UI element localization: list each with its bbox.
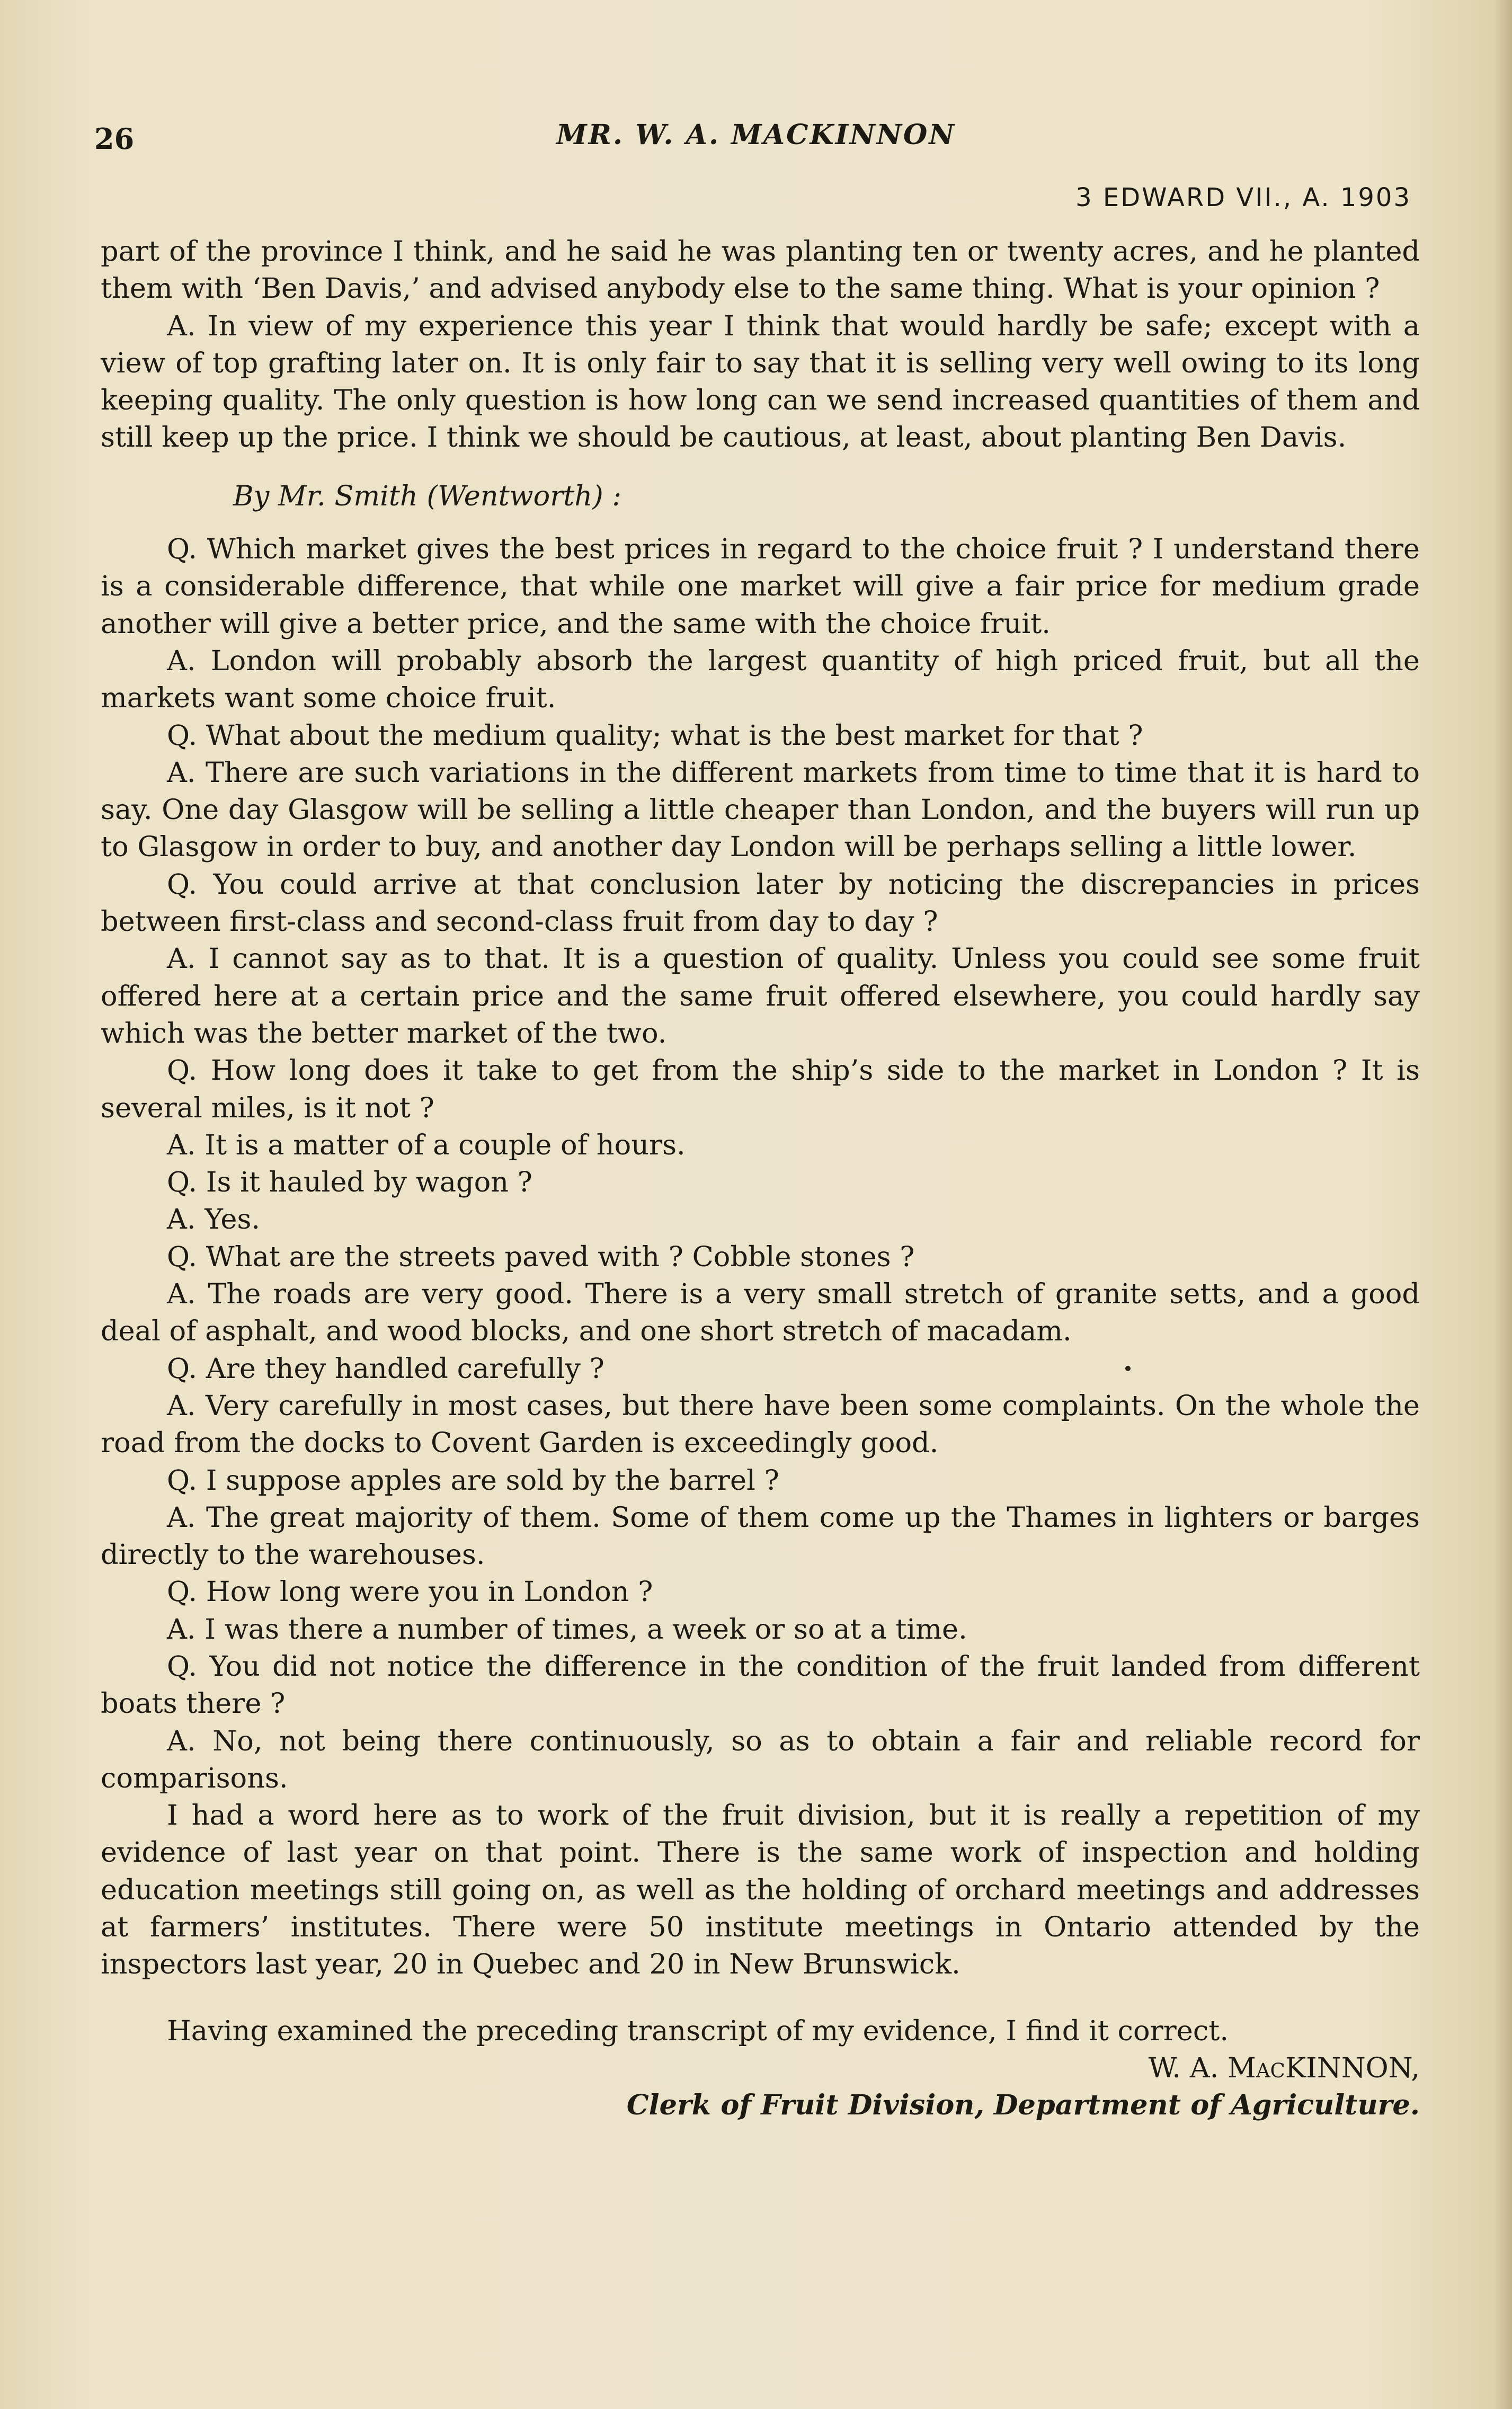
paragraph: A. I was there a number of times, a week or so at a time. (167, 1613, 967, 1646)
paragraph: Q. Which market gives the best prices in regard to the choice fruit ? I understand there is a considerable difference, that while one market will give a fair price for medium grade another will give a better price, and the same with the choice fruit. (101, 533, 1420, 640)
paragraph: part of the province I think, and he said he was planting ten or twenty acres, and he planted them with ‘Ben Davis,’ and advised anybody else to the same thing. What is your opinion ? (101, 235, 1420, 305)
paragraph: Q. Are they handled carefully ? (167, 1352, 604, 1385)
paragraph: Q. You did not notice the difference in the condition of the fruit landed from different boats there ? (101, 1650, 1420, 1720)
paragraph: A. I cannot say as to that. It is a question of quality. Unless you could see some fruit offered here at a certain price and the same fruit offered elsewhere, you could hardly say which was the better market of the two. (101, 943, 1420, 1050)
signature-title: Clerk of Fruit Division, Department of Agriculture. (626, 2089, 1420, 2122)
paragraph: Q. You could arrive at that conclusion later by noticing the discrepancies in prices between first-class and second-class fruit from day to day ? (101, 868, 1420, 938)
signature-name: W. A. MacKINNON, (1148, 2051, 1420, 2084)
paragraph-list (101, 233, 1420, 1984)
paragraph: Q. How long were you in London ? (167, 1576, 653, 1608)
paragraph: Q. How long does it take to get from the ship’s side to the market in London ? It is several miles, is it not ? (101, 1054, 1420, 1124)
session-label: 3 EDWARD VII., A. 1903 (1075, 183, 1411, 212)
certification-line: Having examined the preceding transcript of my evidence, I find it correct. (167, 2014, 1229, 2047)
examiner-subhead: By Mr. Smith (Wentworth) : (233, 479, 622, 512)
paragraph: I had a word here as to work of the fruit division, but it is really a repetition of my evidence of last year on that point. There is the same work of inspection and holding education meetings still going on, as well as the holding of orchard meetings and addresses at farmers’ institutes. There were 50 institute meetings in Ontario attended by the inspectors last year, 20 in Quebec and 20 in New Brunswick. (101, 1799, 1420, 1981)
paragraph: A. The great majority of them. Some of them come up the Thames in lighters or barges directly to the warehouses. (101, 1501, 1420, 1571)
paragraph: Q. What about the medium quality; what is the best market for that ? (167, 719, 1143, 752)
paragraph: A. The roads are very good. There is a very small stretch of granite setts, and a good deal of asphalt, and wood blocks, and one short stretch of macadam. (101, 1278, 1420, 1348)
print-speck (1125, 1366, 1131, 1371)
body-text (101, 233, 1420, 2124)
running-head: MR. W. A. MACKINNON (556, 119, 956, 151)
page-number: 26 (94, 122, 135, 156)
paragraph: A. No, not being there continuously, so as to obtain a fair and reliable record for comparisons. (101, 1724, 1420, 1794)
paragraph: Q. Is it hauled by wagon ? (167, 1166, 532, 1199)
page-edge-shadow (1493, 0, 1512, 2409)
paragraph: A. Yes. (167, 1203, 261, 1236)
paragraph: A. Very carefully in most cases, but there have been some complaints. On the whole the road from the docks to Covent Garden is exceedingly good. (101, 1389, 1420, 1460)
paragraph: A. There are such variations in the different markets from time to time that it is hard to say. One day Glasgow will be selling a little cheaper than London, and the buyers will run up to Glasgow in order to buy, and another day London will be perhaps selling a little lower. (101, 756, 1420, 864)
paragraph: A. In view of my experience this year I think that would hardly be safe; except with a view of top grafting later on. It is only fair to say that it is selling very well owing to its long keeping quality. The only question is how long can we send increased quantities of them and still keep up the price. I think we should be cautious, at least, about planting Ben Davis. (101, 309, 1420, 454)
paragraph: Q. What are the streets paved with ? Cobble stones ? (167, 1240, 915, 1273)
paragraph: A. London will probably absorb the largest quantity of high priced fruit, but all the markets want some choice fruit. (101, 644, 1420, 715)
paragraph: Q. I suppose apples are sold by the barrel ? (167, 1464, 779, 1497)
paragraph: A. It is a matter of a couple of hours. (167, 1128, 686, 1161)
